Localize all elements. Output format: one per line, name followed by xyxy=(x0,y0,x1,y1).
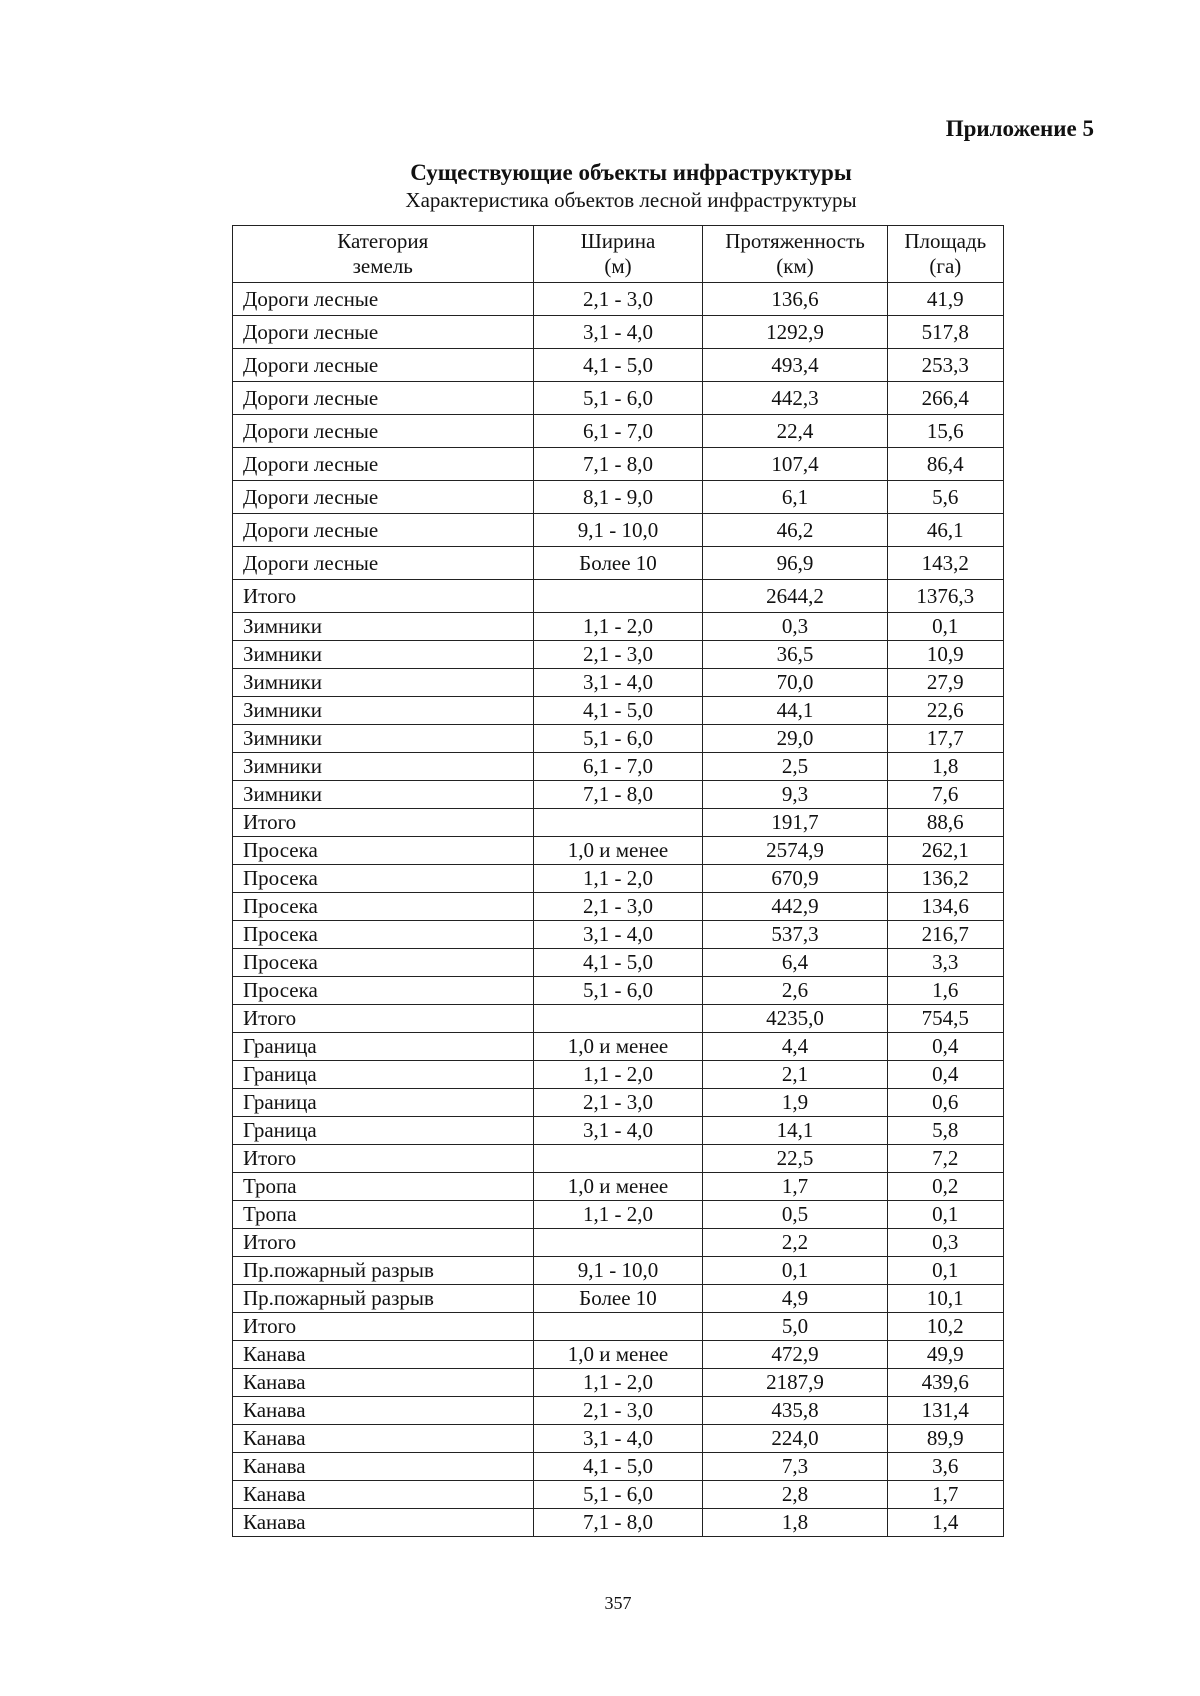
cell-area: 1,6 xyxy=(887,977,1003,1005)
cell-width xyxy=(533,1313,703,1341)
cell-width: 1,1 - 2,0 xyxy=(533,865,703,893)
table-row xyxy=(233,1453,1004,1481)
cell-category: Зимники xyxy=(233,697,534,725)
table-row xyxy=(233,977,1004,1005)
cell-area: 7,2 xyxy=(887,1145,1003,1173)
cell-length: 46,2 xyxy=(703,514,887,547)
cell-category: Просека xyxy=(233,921,534,949)
header-width-line2: (м) xyxy=(604,254,632,278)
cell-area: 22,6 xyxy=(887,697,1003,725)
cell-area: 0,1 xyxy=(887,1257,1003,1285)
cell-width: 2,1 - 3,0 xyxy=(533,1397,703,1425)
cell-area: 0,3 xyxy=(887,1229,1003,1257)
header-area xyxy=(887,226,1003,283)
cell-category: Просека xyxy=(233,837,534,865)
cell-area: 17,7 xyxy=(887,725,1003,753)
cell-category: Граница xyxy=(233,1117,534,1145)
cell-category: Тропа xyxy=(233,1201,534,1229)
cell-area: 15,6 xyxy=(887,415,1003,448)
header-area-line2: (га) xyxy=(929,254,962,278)
cell-area: 1,8 xyxy=(887,753,1003,781)
cell-category: Итого xyxy=(233,1005,534,1033)
cell-length: 0,1 xyxy=(703,1257,887,1285)
cell-width: 9,1 - 10,0 xyxy=(533,1257,703,1285)
cell-length: 5,0 xyxy=(703,1313,887,1341)
cell-length: 7,3 xyxy=(703,1453,887,1481)
cell-area: 216,7 xyxy=(887,921,1003,949)
cell-area: 86,4 xyxy=(887,448,1003,481)
cell-area: 0,2 xyxy=(887,1173,1003,1201)
cell-length: 435,8 xyxy=(703,1397,887,1425)
table-row xyxy=(233,669,1004,697)
cell-area: 754,5 xyxy=(887,1005,1003,1033)
cell-category: Граница xyxy=(233,1089,534,1117)
table-row xyxy=(233,1005,1004,1033)
cell-area: 1,4 xyxy=(887,1509,1003,1537)
table-row xyxy=(233,1173,1004,1201)
cell-length: 2,5 xyxy=(703,753,887,781)
table-row xyxy=(233,865,1004,893)
cell-area: 266,4 xyxy=(887,382,1003,415)
table-row xyxy=(233,580,1004,613)
page-subtitle: Характеристика объектов лесной инфраструктуры xyxy=(405,188,857,212)
cell-category: Канава xyxy=(233,1397,534,1425)
cell-category: Зимники xyxy=(233,753,534,781)
cell-length: 107,4 xyxy=(703,448,887,481)
cell-length: 224,0 xyxy=(703,1425,887,1453)
table-row xyxy=(233,753,1004,781)
cell-width: Более 10 xyxy=(533,547,703,580)
cell-length: 29,0 xyxy=(703,725,887,753)
cell-category: Дороги лесные xyxy=(233,514,534,547)
cell-category: Пр.пожарный разрыв xyxy=(233,1257,534,1285)
cell-area: 88,6 xyxy=(887,809,1003,837)
table-row xyxy=(233,1481,1004,1509)
cell-area: 0,6 xyxy=(887,1089,1003,1117)
cell-width: 5,1 - 6,0 xyxy=(533,977,703,1005)
cell-area: 0,1 xyxy=(887,613,1003,641)
header-width xyxy=(533,226,703,283)
header-row xyxy=(233,226,1004,283)
table-row xyxy=(233,415,1004,448)
cell-category: Итого xyxy=(233,1313,534,1341)
cell-width: 2,1 - 3,0 xyxy=(533,893,703,921)
cell-area: 10,2 xyxy=(887,1313,1003,1341)
cell-length: 2187,9 xyxy=(703,1369,887,1397)
cell-category: Зимники xyxy=(233,669,534,697)
cell-length: 2644,2 xyxy=(703,580,887,613)
table-row xyxy=(233,1313,1004,1341)
cell-category: Граница xyxy=(233,1033,534,1061)
cell-width: 4,1 - 5,0 xyxy=(533,349,703,382)
cell-length: 191,7 xyxy=(703,809,887,837)
cell-category: Итого xyxy=(233,1145,534,1173)
table-row xyxy=(233,1145,1004,1173)
cell-length: 472,9 xyxy=(703,1341,887,1369)
table-row xyxy=(233,1089,1004,1117)
cell-length: 70,0 xyxy=(703,669,887,697)
cell-length: 493,4 xyxy=(703,349,887,382)
table-row xyxy=(233,448,1004,481)
table-row xyxy=(233,481,1004,514)
page-number: 357 xyxy=(604,1593,632,1613)
cell-area: 7,6 xyxy=(887,781,1003,809)
cell-width: 2,1 - 3,0 xyxy=(533,283,703,316)
table-row xyxy=(233,1285,1004,1313)
cell-length: 6,4 xyxy=(703,949,887,977)
cell-width xyxy=(533,809,703,837)
table-row xyxy=(233,809,1004,837)
cell-width: 3,1 - 4,0 xyxy=(533,1117,703,1145)
cell-area: 5,6 xyxy=(887,481,1003,514)
cell-category: Тропа xyxy=(233,1173,534,1201)
header-category xyxy=(233,226,534,283)
cell-length: 2,2 xyxy=(703,1229,887,1257)
cell-category: Канава xyxy=(233,1453,534,1481)
table-row xyxy=(233,316,1004,349)
cell-category: Дороги лесные xyxy=(233,382,534,415)
cell-width: 4,1 - 5,0 xyxy=(533,1453,703,1481)
table-row xyxy=(233,1509,1004,1537)
cell-category: Дороги лесные xyxy=(233,415,534,448)
cell-area: 5,8 xyxy=(887,1117,1003,1145)
cell-area: 1,7 xyxy=(887,1481,1003,1509)
cell-width: 7,1 - 8,0 xyxy=(533,1509,703,1537)
cell-width: 1,0 и менее xyxy=(533,837,703,865)
table-row xyxy=(233,921,1004,949)
cell-width: 1,1 - 2,0 xyxy=(533,1369,703,1397)
cell-area: 134,6 xyxy=(887,893,1003,921)
cell-area: 41,9 xyxy=(887,283,1003,316)
cell-width: 1,1 - 2,0 xyxy=(533,1201,703,1229)
cell-width: 1,0 и менее xyxy=(533,1173,703,1201)
table-row xyxy=(233,949,1004,977)
header-length-line2: (км) xyxy=(776,254,814,278)
cell-area: 0,4 xyxy=(887,1061,1003,1089)
table-row xyxy=(233,1369,1004,1397)
cell-width: 6,1 - 7,0 xyxy=(533,415,703,448)
cell-category: Канава xyxy=(233,1425,534,1453)
table-row xyxy=(233,893,1004,921)
cell-category: Канава xyxy=(233,1481,534,1509)
cell-length: 2574,9 xyxy=(703,837,887,865)
cell-category: Зимники xyxy=(233,641,534,669)
cell-width: 1,1 - 2,0 xyxy=(533,613,703,641)
cell-area: 439,6 xyxy=(887,1369,1003,1397)
cell-area: 3,6 xyxy=(887,1453,1003,1481)
cell-area: 136,2 xyxy=(887,865,1003,893)
header-length xyxy=(703,226,887,283)
cell-category: Граница xyxy=(233,1061,534,1089)
table-row xyxy=(233,837,1004,865)
cell-length: 9,3 xyxy=(703,781,887,809)
cell-category: Дороги лесные xyxy=(233,349,534,382)
table-row xyxy=(233,1061,1004,1089)
cell-category: Канава xyxy=(233,1369,534,1397)
cell-width: 5,1 - 6,0 xyxy=(533,725,703,753)
cell-width: 9,1 - 10,0 xyxy=(533,514,703,547)
cell-category: Зимники xyxy=(233,725,534,753)
cell-category: Пр.пожарный разрыв xyxy=(233,1285,534,1313)
cell-width: 2,1 - 3,0 xyxy=(533,641,703,669)
cell-width: 4,1 - 5,0 xyxy=(533,697,703,725)
cell-length: 1,8 xyxy=(703,1509,887,1537)
cell-width: 3,1 - 4,0 xyxy=(533,1425,703,1453)
table-row xyxy=(233,1117,1004,1145)
cell-width: 5,1 - 6,0 xyxy=(533,1481,703,1509)
cell-category: Итого xyxy=(233,580,534,613)
cell-area: 0,4 xyxy=(887,1033,1003,1061)
cell-category: Дороги лесные xyxy=(233,547,534,580)
table-row xyxy=(233,283,1004,316)
cell-area: 517,8 xyxy=(887,316,1003,349)
cell-width xyxy=(533,580,703,613)
table-row xyxy=(233,382,1004,415)
cell-length: 2,1 xyxy=(703,1061,887,1089)
header-category-line2: земель xyxy=(352,254,413,278)
cell-width: 8,1 - 9,0 xyxy=(533,481,703,514)
table-row xyxy=(233,1425,1004,1453)
cell-area: 10,9 xyxy=(887,641,1003,669)
table-row xyxy=(233,725,1004,753)
cell-category: Просека xyxy=(233,865,534,893)
cell-length: 442,9 xyxy=(703,893,887,921)
appendix-label: Приложение 5 xyxy=(945,116,1094,141)
cell-width: 1,0 и менее xyxy=(533,1341,703,1369)
cell-length: 2,6 xyxy=(703,977,887,1005)
table-row xyxy=(233,697,1004,725)
cell-category: Канава xyxy=(233,1509,534,1537)
header-length-line1: Протяженность xyxy=(725,228,865,253)
cell-width: 7,1 - 8,0 xyxy=(533,448,703,481)
cell-category: Дороги лесные xyxy=(233,448,534,481)
cell-width: 3,1 - 4,0 xyxy=(533,316,703,349)
cell-length: 1292,9 xyxy=(703,316,887,349)
cell-length: 96,9 xyxy=(703,547,887,580)
cell-area: 143,2 xyxy=(887,547,1003,580)
cell-length: 442,3 xyxy=(703,382,887,415)
cell-length: 537,3 xyxy=(703,921,887,949)
table-row xyxy=(233,349,1004,382)
cell-area: 46,1 xyxy=(887,514,1003,547)
table-row xyxy=(233,1201,1004,1229)
table-row xyxy=(233,1341,1004,1369)
cell-length: 4235,0 xyxy=(703,1005,887,1033)
cell-length: 2,8 xyxy=(703,1481,887,1509)
cell-category: Дороги лесные xyxy=(233,283,534,316)
cell-width: 6,1 - 7,0 xyxy=(533,753,703,781)
cell-category: Дороги лесные xyxy=(233,481,534,514)
cell-length: 22,4 xyxy=(703,415,887,448)
cell-area: 27,9 xyxy=(887,669,1003,697)
cell-area: 131,4 xyxy=(887,1397,1003,1425)
cell-width: 3,1 - 4,0 xyxy=(533,921,703,949)
cell-length: 0,5 xyxy=(703,1201,887,1229)
cell-category: Итого xyxy=(233,1229,534,1257)
cell-area: 253,3 xyxy=(887,349,1003,382)
cell-area: 10,1 xyxy=(887,1285,1003,1313)
cell-category: Канава xyxy=(233,1341,534,1369)
cell-width xyxy=(533,1145,703,1173)
cell-length: 136,6 xyxy=(703,283,887,316)
cell-width: Более 10 xyxy=(533,1285,703,1313)
table-row xyxy=(233,1397,1004,1425)
cell-length: 6,1 xyxy=(703,481,887,514)
cell-width xyxy=(533,1229,703,1257)
cell-area: 49,9 xyxy=(887,1341,1003,1369)
cell-area: 0,1 xyxy=(887,1201,1003,1229)
cell-width: 4,1 - 5,0 xyxy=(533,949,703,977)
cell-width: 1,0 и менее xyxy=(533,1033,703,1061)
cell-length: 4,4 xyxy=(703,1033,887,1061)
table-row xyxy=(233,781,1004,809)
cell-length: 36,5 xyxy=(703,641,887,669)
table-row xyxy=(233,1229,1004,1257)
cell-length: 670,9 xyxy=(703,865,887,893)
table-header xyxy=(233,226,1004,283)
cell-width: 5,1 - 6,0 xyxy=(533,382,703,415)
cell-category: Дороги лесные xyxy=(233,316,534,349)
cell-area: 262,1 xyxy=(887,837,1003,865)
cell-width: 3,1 - 4,0 xyxy=(533,669,703,697)
table-row xyxy=(233,1033,1004,1061)
page-title: Существующие объекты инфраструктуры xyxy=(410,160,852,185)
table-row xyxy=(233,1257,1004,1285)
infrastructure-table xyxy=(232,225,1004,1537)
header-area-line1: Площадь xyxy=(904,228,987,253)
cell-area: 3,3 xyxy=(887,949,1003,977)
cell-category: Просека xyxy=(233,977,534,1005)
cell-category: Зимники xyxy=(233,781,534,809)
cell-category: Итого xyxy=(233,809,534,837)
header-width-line1: Ширина xyxy=(580,228,656,253)
cell-area: 1376,3 xyxy=(887,580,1003,613)
cell-length: 44,1 xyxy=(703,697,887,725)
cell-category: Просека xyxy=(233,949,534,977)
table-body xyxy=(233,283,1004,1537)
cell-length: 22,5 xyxy=(703,1145,887,1173)
cell-length: 0,3 xyxy=(703,613,887,641)
cell-length: 1,9 xyxy=(703,1089,887,1117)
header-category-line1: Категория xyxy=(337,228,429,253)
cell-width xyxy=(533,1005,703,1033)
cell-category: Просека xyxy=(233,893,534,921)
table-row xyxy=(233,547,1004,580)
table-row xyxy=(233,613,1004,641)
cell-width: 1,1 - 2,0 xyxy=(533,1061,703,1089)
cell-length: 4,9 xyxy=(703,1285,887,1313)
table-row xyxy=(233,641,1004,669)
cell-length: 1,7 xyxy=(703,1173,887,1201)
table-row xyxy=(233,514,1004,547)
cell-width: 2,1 - 3,0 xyxy=(533,1089,703,1117)
cell-category: Зимники xyxy=(233,613,534,641)
cell-width: 7,1 - 8,0 xyxy=(533,781,703,809)
cell-area: 89,9 xyxy=(887,1425,1003,1453)
cell-length: 14,1 xyxy=(703,1117,887,1145)
